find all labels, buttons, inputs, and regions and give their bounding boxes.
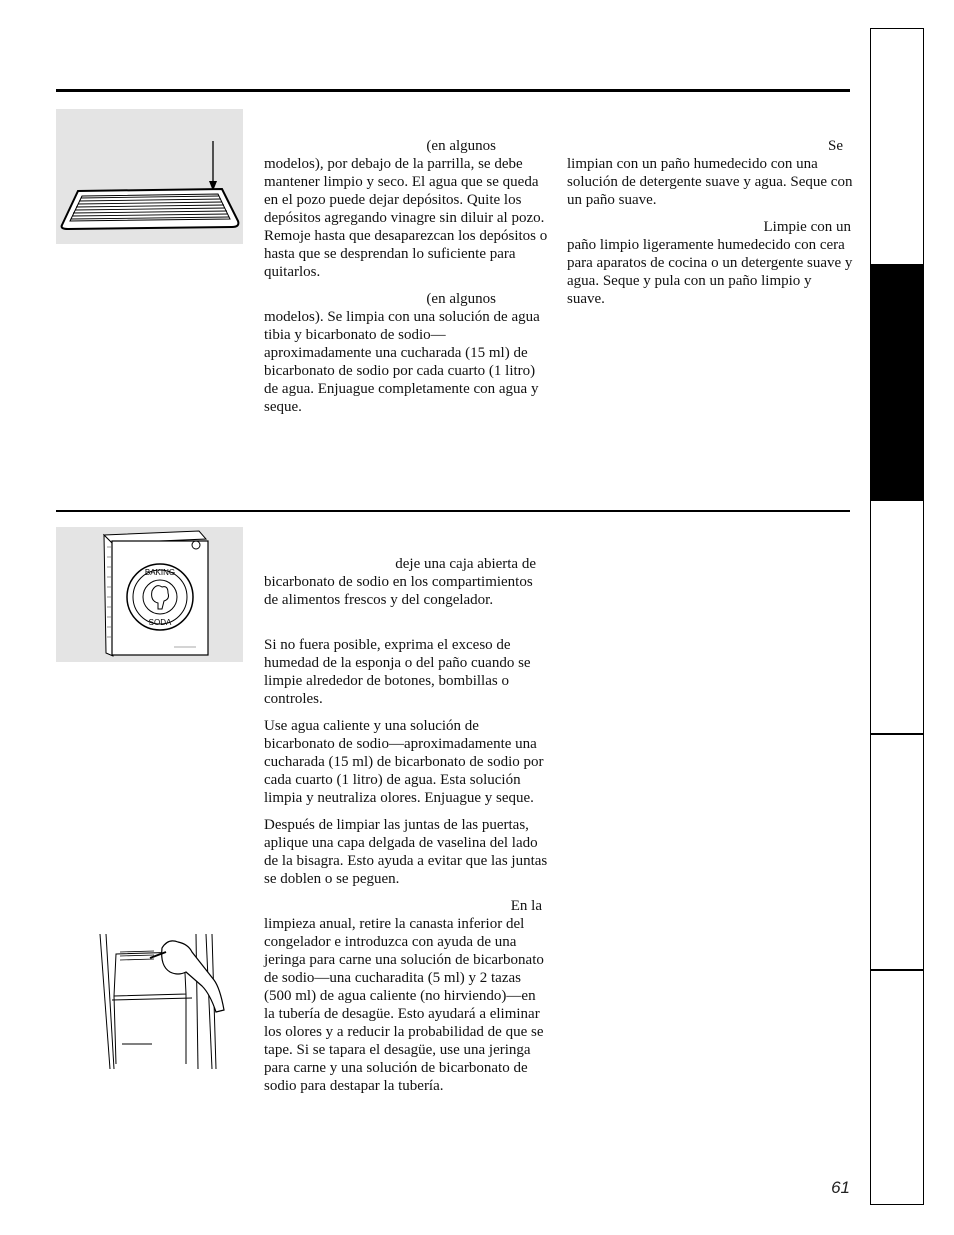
- top-left-column: [264, 137, 548, 425]
- tab-separator-2: [871, 969, 923, 971]
- drip-pan-lead: (en algunos: [426, 138, 496, 154]
- drip-pan-text: modelos), por debajo de la parrilla, se debe mantener limpio y seco. El agua que se queda en el pozo puede dejar depósitos. Quite los depósitos agregando vinagre sin diluir al pozo. Remoje hasta que desaparezcan los depósitos o hasta que se desprendan lo suficiente para quitarlos.: [264, 156, 548, 280]
- page-number: 61: [831, 1178, 850, 1197]
- stainless-lead: Limpie con un: [763, 219, 851, 235]
- freezer-drain-drawing: [56, 934, 243, 1069]
- drain-text: limpieza anual, retire la canasta inferior del congelador e introduzca con ayuda de una jeringa para carne una solución de bicarbonato de sodio—una cucharadita (5 ml) y 2 tazas (500 ml) de agua caliente (no hirviendo)—en la tubería de desagüe. Esto ayudará a eliminar los olores y a reducir la probabilidad de que se tape. Si se tapara el desagüe, use una jeringa para carne y una solución de bicarbonato de sodio para destapar la tubería.: [264, 916, 544, 1094]
- baking-soda-illustration: [56, 527, 243, 662]
- shelves-text: modelos). Se limpia con una solución de agua tibia y bicarbonato de sodio—aproximadamente una cucharada (15 ml) de bicarbonato de sodio por cada cuarto (1 litro) de agua. Enjuague completamente con agua y seque.: [264, 309, 540, 415]
- shelves-lead: (en algunos: [426, 291, 496, 307]
- gaskets-paragraph: Después de limpiar las juntas de las puertas, aplique una capa delgada de vaselina del lado de la bisagra. Esto ayuda a evitar que las juntas se doblen o se peguen.: [264, 817, 548, 887]
- moisture-paragraph: Si no fuera posible, exprima el exceso de humedad de la esponja o del paño cuando se limpie alrededor de botones, bombillas o controles.: [264, 637, 531, 707]
- shelves-paragraph: [264, 290, 548, 416]
- interior-wash-paragraph: Use agua caliente y una solución de bicarbonato de sodio—aproximadamente una cucharada (15 ml) de bicarbonato de sodio por cada cuarto (1 litro) de agua. Esta solución limpia y neutraliza olores. Enjuague y seque.: [264, 718, 544, 806]
- middle-rule: [56, 510, 850, 512]
- drip-tray-drawing: [56, 109, 243, 244]
- exterior-text: limpian con un paño humedecido con una solución de detergente suave y agua. Seque con un paño suave.: [567, 156, 853, 208]
- active-section-tab: [871, 264, 923, 501]
- exterior-paragraph: [567, 137, 853, 209]
- top-rule: [56, 89, 850, 92]
- drain-lead: En la: [510, 898, 542, 914]
- drip-pan-paragraph: [264, 137, 548, 281]
- freezer-drain-illustration: [56, 934, 243, 1069]
- box-label-top: BAKING: [144, 568, 176, 577]
- drain-paragraph: [264, 897, 550, 1095]
- stainless-text: paño limpio ligeramente humedecido con cera para aparatos de cocina o un detergente suave y agua. Seque y pula con un paño limpio y suave.: [567, 237, 853, 307]
- top-right-column: [567, 137, 853, 317]
- stainless-paragraph: [567, 218, 853, 308]
- box-label-bottom: SODA: [148, 618, 172, 627]
- baking-soda-drawing: [56, 527, 243, 662]
- section-tab-strip: [870, 28, 924, 1205]
- odors-text: bicarbonato de sodio en los compartimientos de alimentos frescos y del congelador.: [264, 574, 533, 608]
- exterior-lead: Se: [828, 138, 843, 154]
- odors-paragraph: [264, 555, 550, 609]
- bottom-column: [264, 555, 550, 1104]
- odors-lead: deje una caja abierta de: [395, 556, 536, 572]
- drip-tray-illustration: [56, 109, 243, 244]
- tab-separator-1: [871, 733, 923, 735]
